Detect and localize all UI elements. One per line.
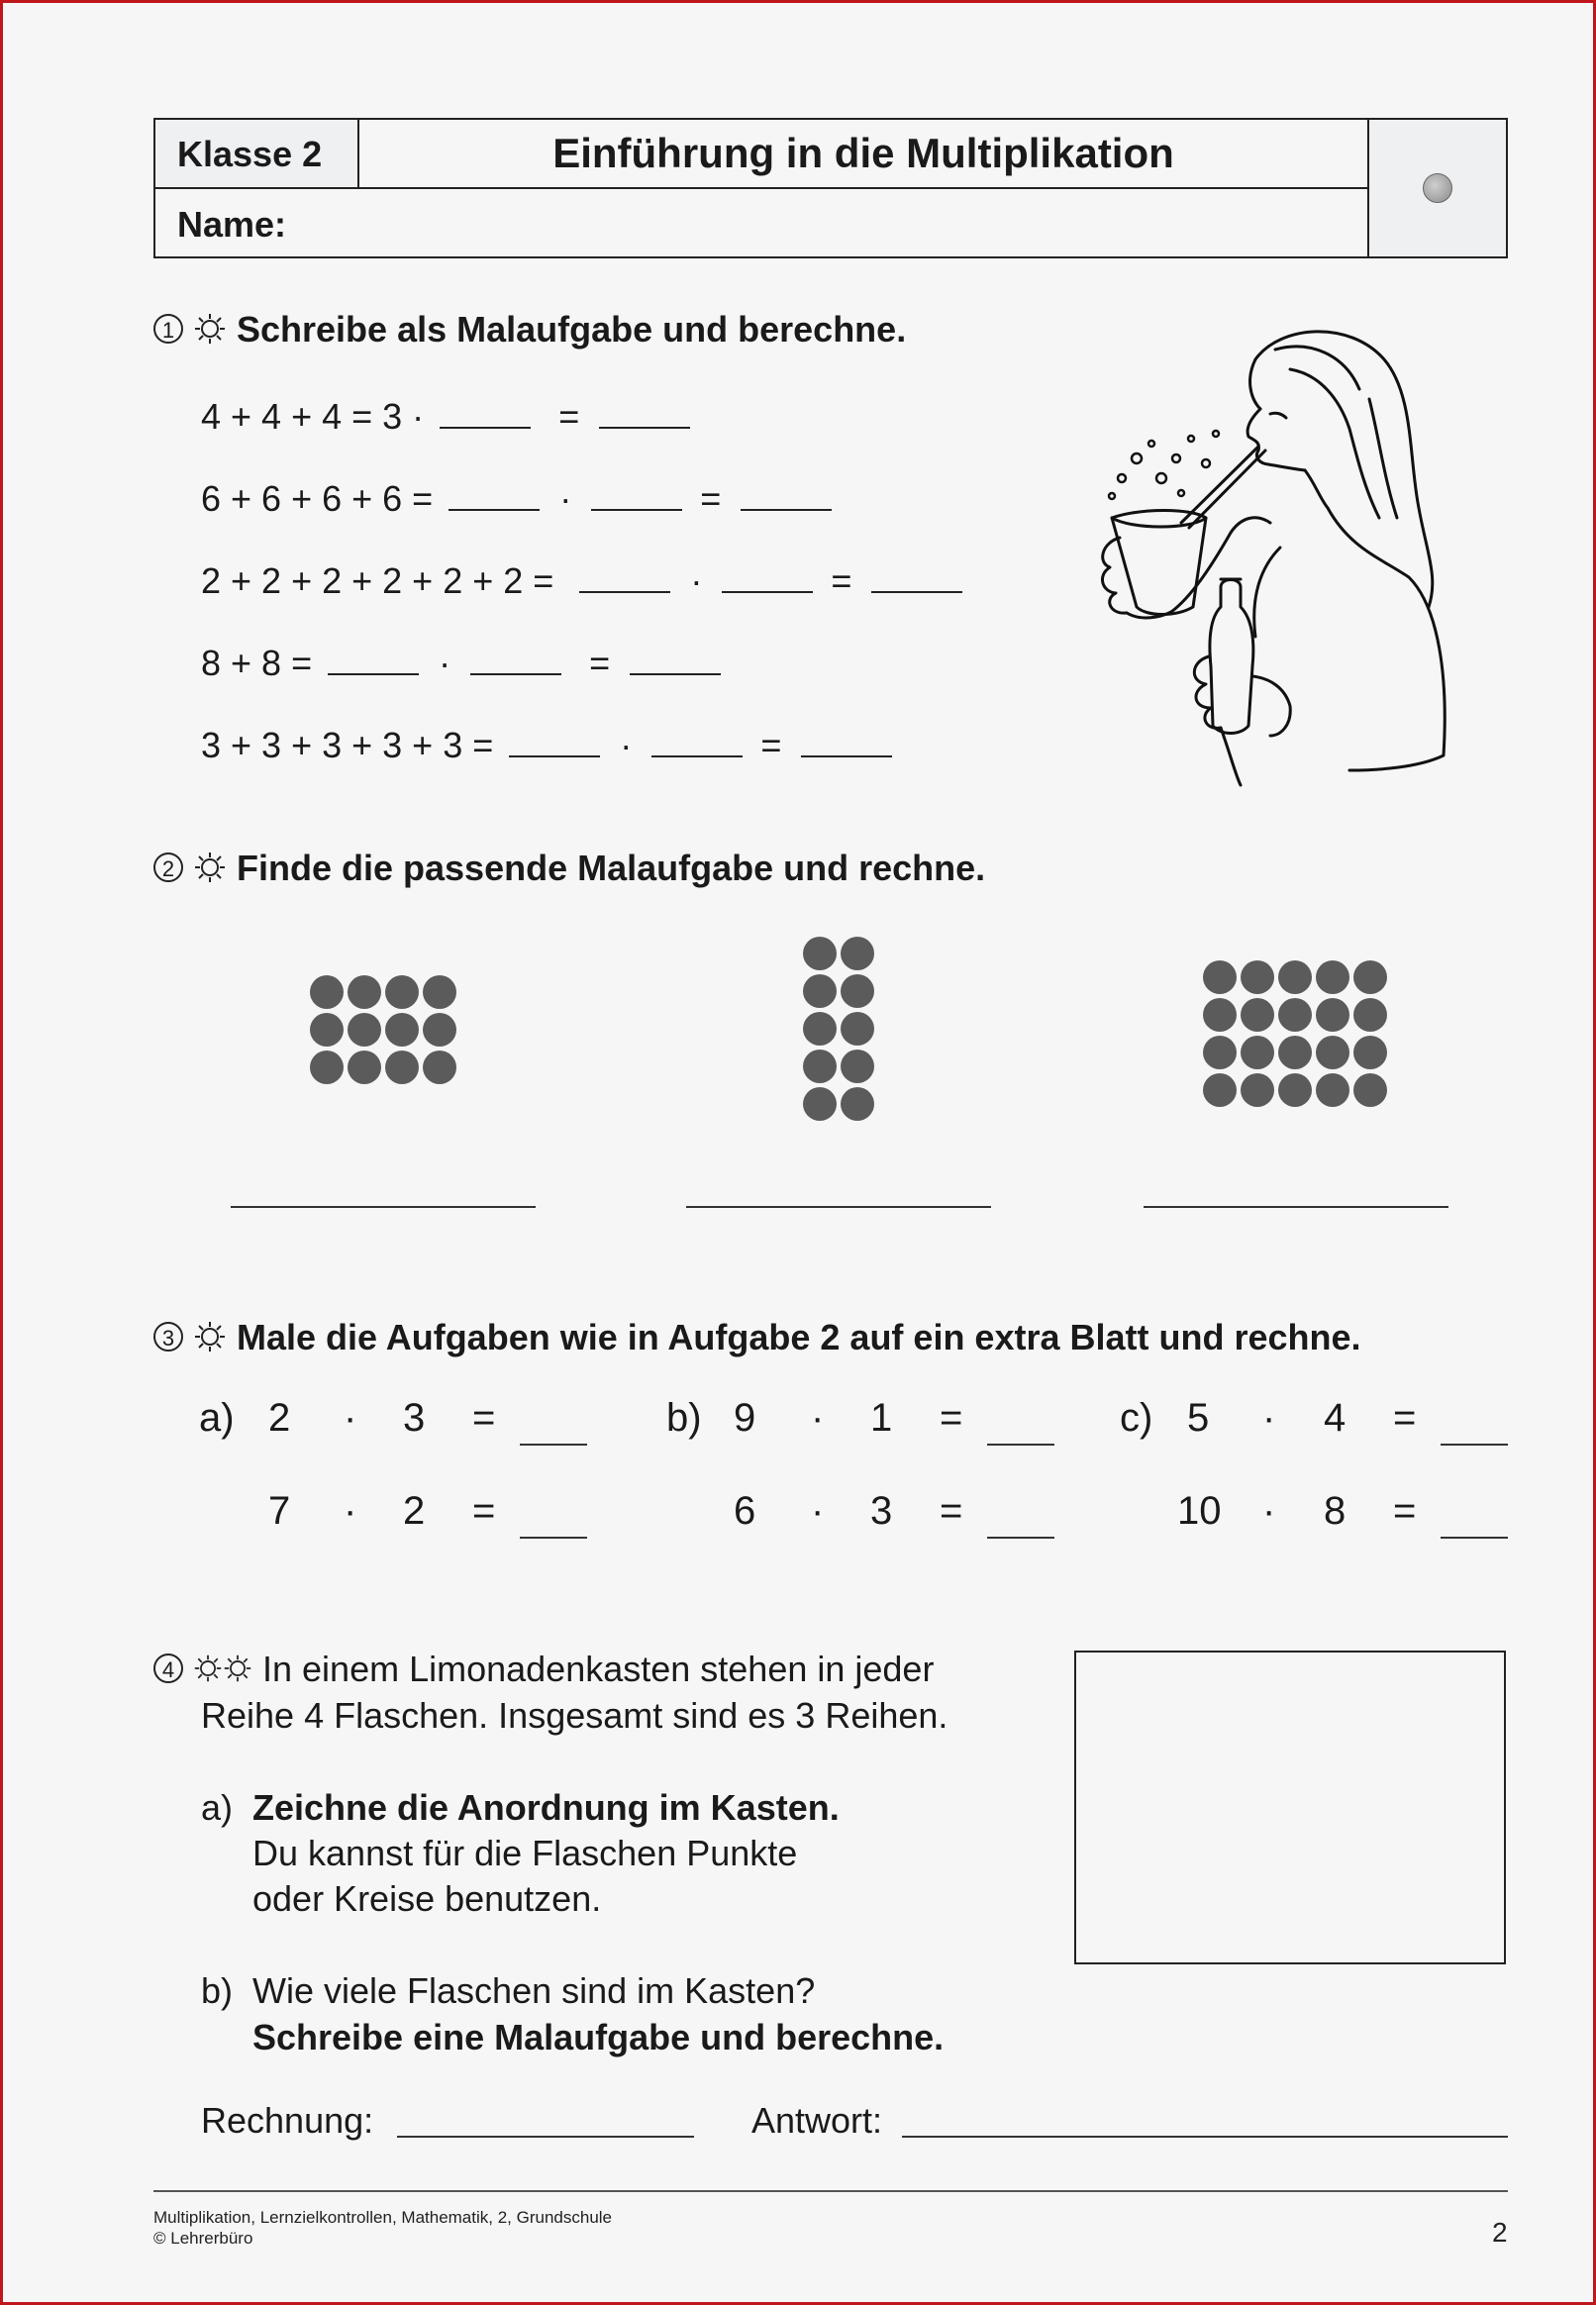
intro-line: Reihe 4 Flaschen. Insgesamt sind es 3 Reihen. — [201, 1695, 948, 1736]
equals-sign: = — [589, 643, 611, 683]
row-expression: 3 + 3 + 3 + 3 + 3 = — [201, 725, 494, 765]
answer-blank[interactable] — [630, 642, 721, 675]
task-number: 2 — [153, 852, 183, 882]
dot — [1241, 960, 1274, 994]
dot — [310, 1013, 344, 1047]
factor: 6 — [734, 1489, 756, 1533]
task4-intro — [153, 1647, 934, 1692]
subtask-label: b) — [201, 1970, 234, 2011]
row-expression: 2 + 2 + 2 + 2 + 2 + 2 = — [201, 560, 554, 601]
task2-instruction: Finde die passende Malaufgabe und rechne. — [237, 848, 986, 888]
factor: 3 — [870, 1489, 893, 1533]
sun-icon — [193, 1320, 227, 1353]
subtask-label: a) — [201, 1787, 234, 1828]
factor: 2 — [403, 1489, 426, 1533]
task-number: 3 — [153, 1322, 183, 1352]
dot-operator: · — [344, 1489, 357, 1533]
answer-blank[interactable] — [987, 1444, 1054, 1446]
equals-sign: = — [940, 1396, 963, 1440]
task-number: 1 — [153, 314, 183, 344]
answer-blank[interactable] — [520, 1537, 587, 1539]
equals-sign: = — [760, 725, 782, 765]
dot — [348, 975, 381, 1009]
factor: 4 — [1324, 1396, 1347, 1440]
dot — [1353, 1073, 1387, 1107]
answer-blank[interactable] — [470, 642, 561, 675]
dot — [385, 1051, 419, 1084]
answer-line[interactable] — [231, 1206, 536, 1208]
dot — [803, 937, 837, 970]
dot — [1316, 1073, 1349, 1107]
dot-operator: · — [811, 1489, 825, 1533]
factor: 3 — [403, 1396, 426, 1440]
dot-operator: · — [620, 725, 633, 765]
dot-operator: · — [1262, 1489, 1276, 1533]
task3-heading — [153, 1316, 1361, 1359]
dot — [1316, 960, 1349, 994]
equals-sign: = — [1393, 1489, 1417, 1533]
answer-blank[interactable] — [651, 724, 743, 757]
dot — [1278, 998, 1312, 1032]
footer-source: Multiplikation, Lernzielkontrollen, Mathematik, 2, Grundschule — [153, 2208, 613, 2227]
dot — [1353, 960, 1387, 994]
dot — [1241, 1073, 1274, 1107]
dot — [1353, 998, 1387, 1032]
sun-icon — [193, 1654, 223, 1683]
answer-blank[interactable] — [1441, 1444, 1508, 1446]
dot — [1316, 998, 1349, 1032]
dot — [423, 1013, 456, 1047]
dot — [803, 974, 837, 1008]
equals-sign: = — [700, 478, 722, 519]
answer-line[interactable] — [686, 1206, 991, 1208]
dot — [1203, 998, 1237, 1032]
group-label: b) — [666, 1396, 702, 1440]
answer-blank[interactable] — [591, 477, 682, 511]
dot-operator: · — [439, 643, 451, 683]
dot — [1203, 1073, 1237, 1107]
drawing-box[interactable] — [1074, 1651, 1506, 1964]
row-expression: 4 + 4 + 4 = 3 · — [201, 396, 425, 437]
answer-blank[interactable] — [328, 642, 419, 675]
dot-operator: · — [1262, 1396, 1276, 1440]
equals-sign: = — [831, 560, 852, 601]
answer-blank[interactable] — [741, 477, 832, 511]
dot-operator: · — [559, 478, 572, 519]
equals-sign: = — [558, 396, 580, 437]
dot-array — [1203, 960, 1387, 1107]
dot-operator: · — [690, 560, 703, 601]
class-label: Klasse 2 — [155, 120, 359, 189]
factor: 7 — [268, 1489, 291, 1533]
answer-blank[interactable] — [579, 559, 670, 593]
answer-blank[interactable] — [801, 724, 892, 757]
footer-divider — [153, 2190, 1508, 2192]
factor: 5 — [1187, 1396, 1210, 1440]
equals-sign: = — [472, 1489, 496, 1533]
dot — [1241, 998, 1274, 1032]
dot — [348, 1013, 381, 1047]
task1-row — [201, 477, 832, 521]
dot — [1353, 1036, 1387, 1069]
dot-operator: · — [344, 1396, 357, 1440]
dot — [1278, 1073, 1312, 1107]
dot — [803, 1087, 837, 1121]
dot — [1278, 960, 1312, 994]
answer-blank[interactable] — [509, 724, 600, 757]
dot — [385, 1013, 419, 1047]
dot — [423, 1051, 456, 1084]
task1-row — [201, 395, 690, 439]
dot — [1203, 960, 1237, 994]
dot-array — [803, 937, 874, 1121]
rechnung-line[interactable] — [397, 2136, 694, 2138]
dot — [841, 1087, 874, 1121]
page-title: Einführung in die Multiplikation — [359, 120, 1367, 189]
answer-blank[interactable] — [1441, 1537, 1508, 1539]
factor: 1 — [870, 1396, 893, 1440]
dot — [841, 1012, 874, 1046]
task3-instruction: Male die Aufgaben wie in Aufgabe 2 auf ein extra Blatt und rechne. — [237, 1317, 1361, 1357]
dot — [348, 1051, 381, 1084]
answer-blank[interactable] — [520, 1444, 587, 1446]
task1-row — [201, 724, 892, 767]
header-box — [153, 118, 1508, 258]
publisher-logo — [1367, 120, 1506, 256]
antwort-line[interactable] — [902, 2136, 1508, 2138]
subtask-a-text: oder Kreise benutzen. — [252, 1878, 602, 1919]
sun-icon — [193, 312, 227, 346]
subtask-b-instruction: Schreibe eine Malaufgabe und berechne. — [252, 2017, 945, 2057]
antwort-label: Antwort: — [751, 2100, 883, 2141]
dot — [310, 975, 344, 1009]
answer-blank[interactable] — [599, 395, 690, 429]
subtask-b-text: Wie viele Flaschen sind im Kasten? — [252, 1970, 816, 2011]
subtask-a-text: Du kannst für die Flaschen Punkte — [252, 1833, 798, 1873]
factor: 9 — [734, 1396, 756, 1440]
logo-icon — [1423, 173, 1452, 203]
task1-heading — [153, 308, 906, 351]
name-label: Name: — [177, 204, 287, 245]
row-expression: 8 + 8 = — [201, 643, 313, 683]
task2-heading — [153, 847, 985, 890]
sun-icon — [223, 1654, 252, 1683]
equals-sign: = — [1393, 1396, 1417, 1440]
task1-row — [201, 642, 721, 685]
answer-line[interactable] — [1144, 1206, 1448, 1208]
task1-instruction: Schreibe als Malaufgabe und berechne. — [237, 309, 907, 350]
dot-operator: · — [811, 1396, 825, 1440]
intro-line: In einem Limonadenkasten stehen in jeder — [262, 1649, 935, 1689]
dot — [1203, 1036, 1237, 1069]
dot — [385, 975, 419, 1009]
task-number: 4 — [153, 1654, 183, 1683]
group-label: c) — [1120, 1396, 1153, 1440]
dot — [310, 1051, 344, 1084]
girl-drinking-illustration — [1082, 320, 1458, 795]
answer-blank[interactable] — [440, 395, 531, 429]
dot — [423, 975, 456, 1009]
dot — [841, 1050, 874, 1083]
dot-array — [310, 975, 456, 1084]
dot — [1278, 1036, 1312, 1069]
dot — [1316, 1036, 1349, 1069]
dot — [841, 974, 874, 1008]
answer-blank[interactable] — [987, 1537, 1054, 1539]
task1-row — [201, 559, 962, 603]
row-expression: 6 + 6 + 6 + 6 = — [201, 478, 434, 519]
factor: 2 — [268, 1396, 291, 1440]
subtask-a-instruction: Zeichne die Anordnung im Kasten. — [252, 1787, 840, 1828]
dot — [1241, 1036, 1274, 1069]
answer-blank[interactable] — [871, 559, 962, 593]
dot — [803, 1050, 837, 1083]
answer-blank[interactable] — [449, 477, 540, 511]
group-label: a) — [199, 1396, 235, 1440]
name-field[interactable] — [155, 189, 1367, 256]
equals-sign: = — [472, 1396, 496, 1440]
sun-icon — [193, 851, 227, 884]
page-number: 2 — [1492, 2217, 1508, 2248]
dot — [841, 937, 874, 970]
rechnung-label: Rechnung: — [201, 2100, 374, 2141]
dot — [803, 1012, 837, 1046]
footer-copyright: © Lehrerbüro — [153, 2229, 253, 2248]
equals-sign: = — [940, 1489, 963, 1533]
answer-blank[interactable] — [722, 559, 813, 593]
factor: 10 — [1177, 1489, 1222, 1533]
factor: 8 — [1324, 1489, 1347, 1533]
